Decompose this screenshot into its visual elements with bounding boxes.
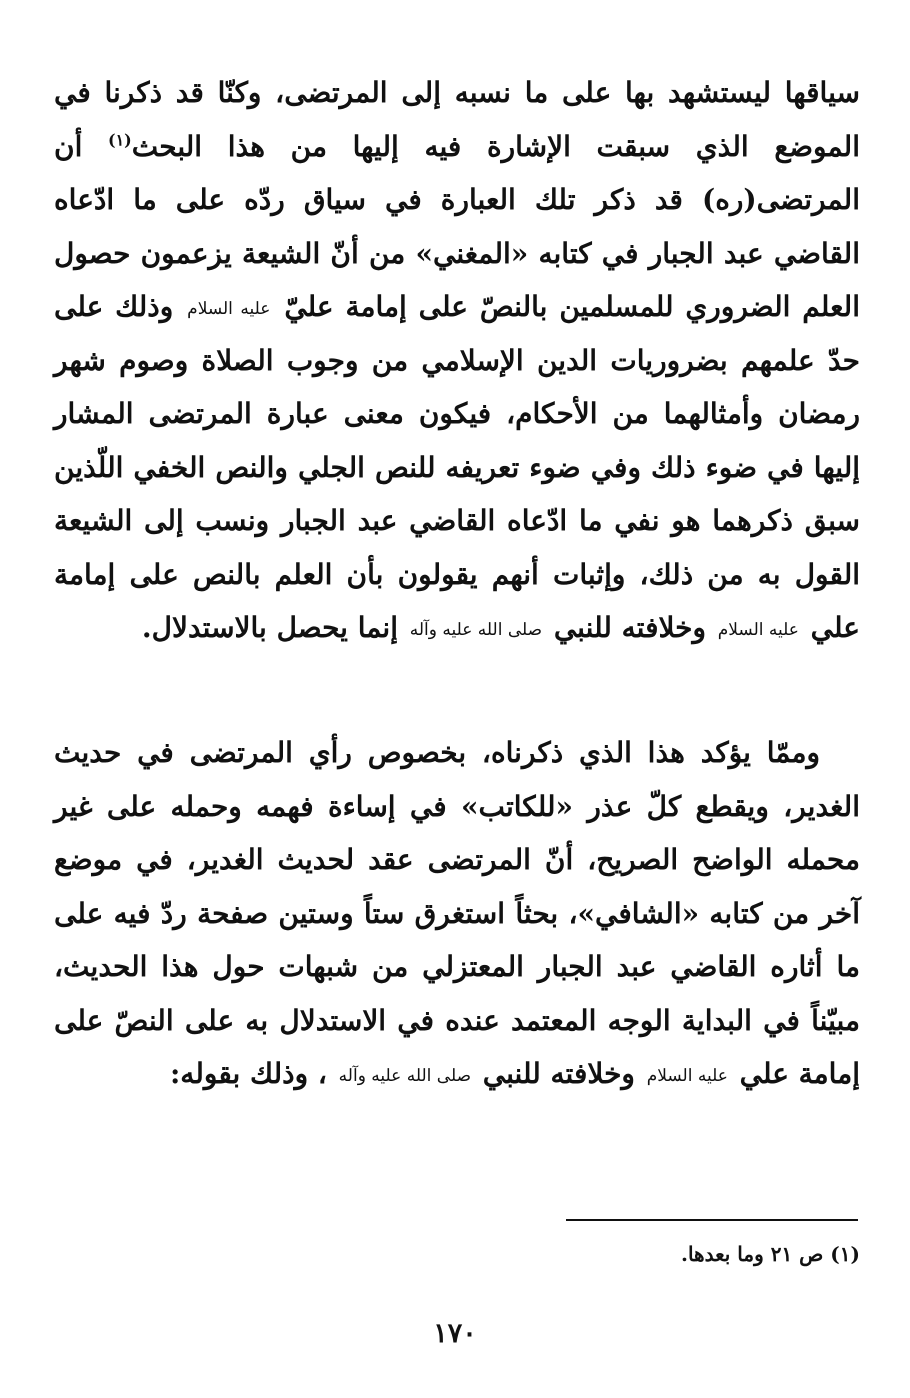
footnote-reference: (١) [108, 130, 132, 150]
paragraph-2 [54, 726, 860, 1101]
paragraph-1-text-c: وذلك على حدّ علمهم بضروريات الدين الإسلامي من وجوب الصلاة وصوم شهر رمضان وأمثالهما من الأحكام، فيكون معنى عبارة المرتضى المشار إليها في ضوء ذلك وفي ضوء تعريفه للنص الجلي والنص الخفي اللّذين سبق ذكرهما هو نفي ما ادّعاه القاضي عبد الجبار ونسب إلى الشيعة القول به من ذلك، وإثبات أنهم يقولون بأن العلم بالنص على إمامة علي [54, 290, 860, 644]
honorific-glyph: عليه السلام [717, 619, 799, 640]
paragraph-2-text-a: وممّا يؤكد هذا الذي ذكرناه، بخصوص رأي المرتضى في حديث الغدير، ويقطع كلّ عذر «للكاتب» في إساءة فهمه وحمله على غير محمله الواضح الصريح، أنّ المرتضى عقد لحديث الغدير، في موضع آخر من كتابه «الشافي»، بحثاً استغرق ستاً وستين صفحة ردّ فيه على ما أثاره القاضي عبد الجبار المعتزلي من شبهات حول هذا الحديث، مبيّناً في البداية الوجه المعتمد عنده في الاستدلال به على النصّ على إمامة علي [54, 736, 861, 1090]
paragraph-1-text-b: أن المرتضى(ره) قد ذكر تلك العبارة في سياق ردّه على ما ادّعاه القاضي عبد الجبار في كتابه «المغني» من أنّ الشيعة يزعمون حصول العلم الضروري للمسلمين بالنصّ على إمامة عليّ [54, 129, 860, 323]
honorific-glyph: عليه السلام [646, 1065, 728, 1086]
honorific-glyph: عليه السلام [187, 298, 271, 319]
paragraph-1-text-e: إنما يحصل بالاستدلال. [141, 611, 408, 644]
paragraph-1-text-a: سياقها ليستشهد بها على ما نسبه إلى المرتضى، وكنّا قد ذكرنا في الموضع الذي سبقت الإشارة فيه إليها من هذا البحث [54, 76, 860, 163]
paragraph-2-text-c: ، وذلك بقوله: [169, 1057, 337, 1090]
footnote: (١) ص ٢١ وما بعدها. [681, 1242, 860, 1266]
honorific-glyph: صلى الله عليه وآله [338, 1065, 472, 1086]
paragraph-2-text-b: وخلافته للنبي [473, 1057, 645, 1090]
footnote-divider [566, 1219, 858, 1221]
paragraph-1-text-d: وخلافته للنبي [544, 611, 716, 644]
page-number: ١٧٠ [433, 1318, 477, 1349]
honorific-glyph: صلى الله عليه وآله [409, 619, 543, 640]
paragraph-1 [54, 66, 860, 655]
